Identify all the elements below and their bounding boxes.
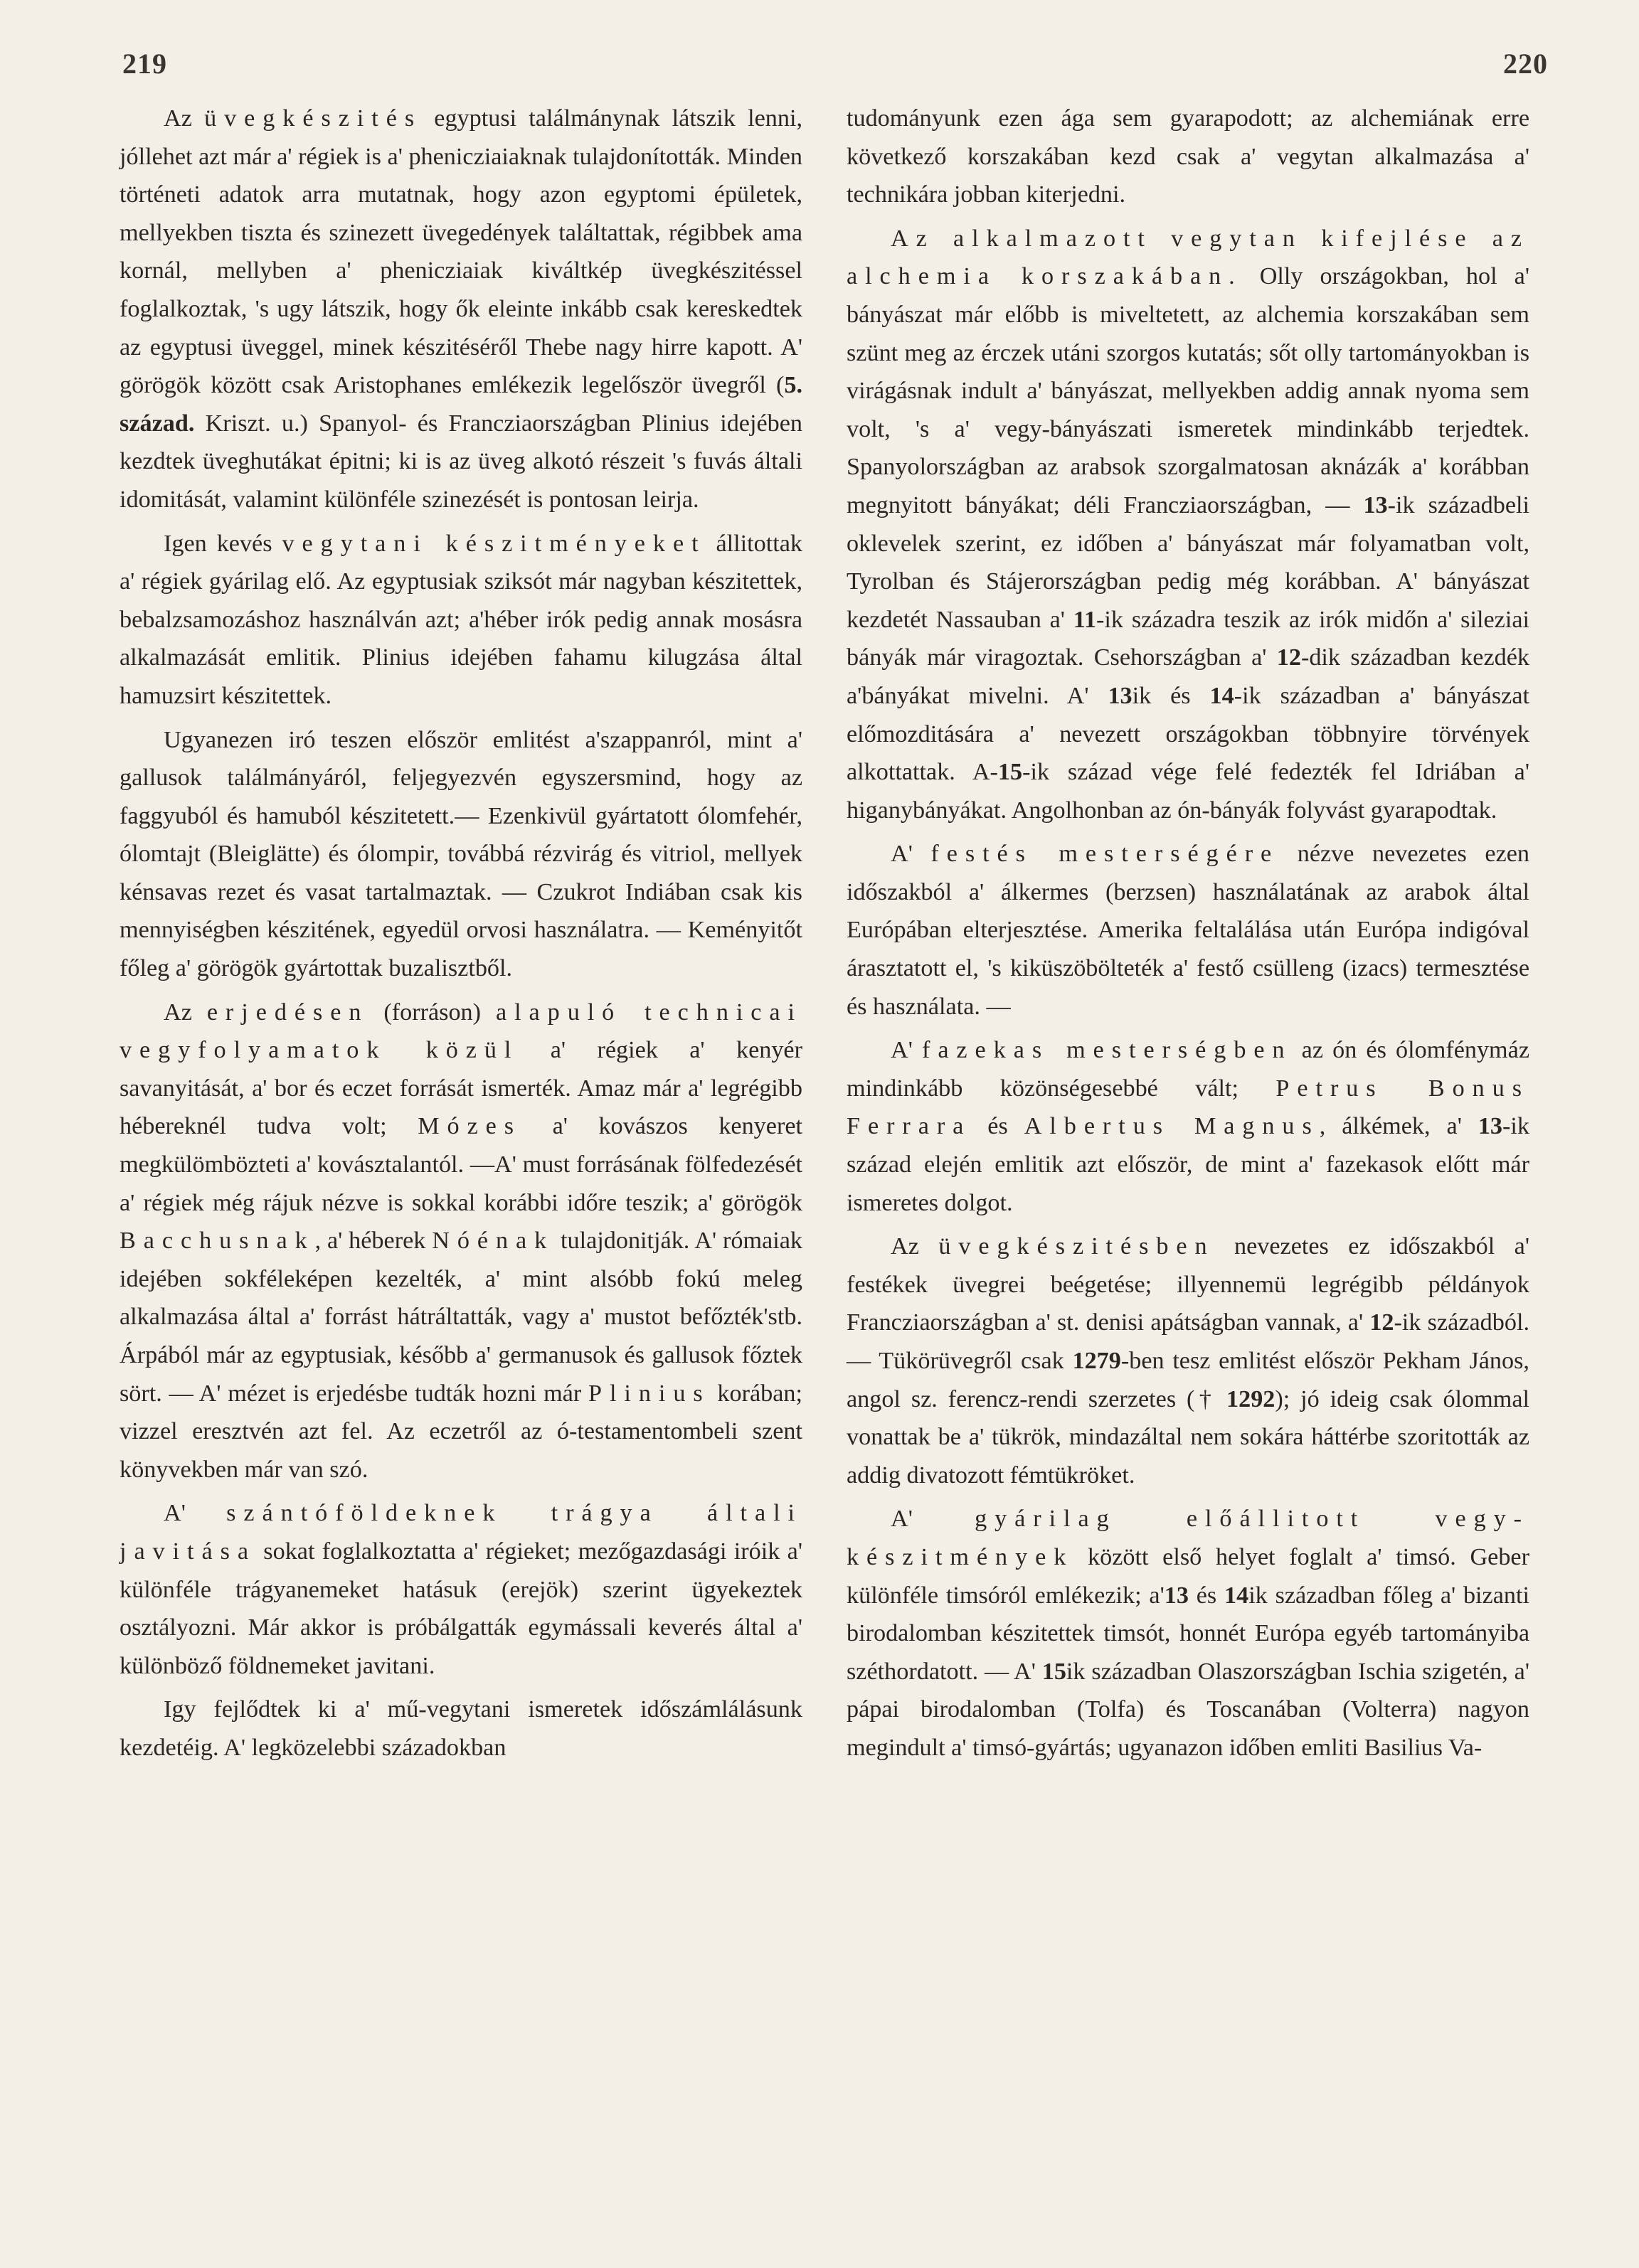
text-run: az ón és ólomfénymáz mindinkább közönségesebbé vált; — [847, 1037, 1529, 1102]
paragraph — [847, 1031, 1529, 1222]
spaced-emphasis: erjedésen — [206, 999, 369, 1026]
text-run: Igen kevés — [164, 530, 282, 557]
spaced-emphasis: üvegkészités — [204, 105, 423, 132]
paragraph — [847, 1228, 1529, 1494]
text-run: Az — [164, 999, 207, 1026]
text-run: a' kovászos kenyeret megkülömbözteti a' kovásztalantól. —A' must forrásának fölfedezését a' régiek még rájuk nézve is sokkal korábbi időre teszik; a' görögök — [120, 1113, 803, 1216]
bold-number: 15 — [997, 759, 1023, 786]
bold-number: 15 — [1041, 1658, 1066, 1685]
text-run: egyptusi találmánynak látszik lenni, jóllehet azt már a' régiek is a' phenicziaiaknak tulajdonították. Minden történeti adatok arra mutatnak, hogy azon egyptomi épületek, mellyekben tiszta és szinezett üvegedények találtattak, régibbek ama kornál, mellyben a' phenicziaiak kiváltkép üvegkészitéssel foglalkoztak, 's ugy látszik, hogy ők eleinte inkább csak kereskedtek az egyptusi üveggel, minek készitéséről Thebe nagy hirre kapott. A' görögök között csak Aristophanes emlékezik legelőször üvegről ( — [120, 105, 802, 399]
text-run: A' — [891, 1506, 975, 1533]
spaced-emphasis: Az alkalmazott vegytan kifejlése az alchemia korszakában. — [847, 225, 1529, 290]
text-run: sokat foglalkoztatta a' régieket; mezőgazdasági iróik a' különféle trágyanemeket hatásuk (erejök) szerint ügyekeztek osztályozni. Már akkor is próbálgatták egymássali keverés által a' különböző földnemeket javitani. — [120, 1538, 802, 1679]
bold-number: 12 — [1276, 644, 1301, 671]
text-run: A' — [164, 1500, 227, 1527]
text-run: ); jó ideig csak ólommal vonattak be a' tükrök, mindazáltal nem sokára háttérbe szoritották az addig divatozott fémtükröket. — [847, 1385, 1529, 1489]
text-run: -ik század elején emlitik azt először, de mint a' fazekasok előtt már ismeretes dolgot. — [847, 1113, 1529, 1216]
text-run: Igy fejlődtek ki a' mű-vegytani ismeretek időszámlálásunk kezdetéig. A' legközelebbi századokban — [120, 1696, 802, 1761]
text-run: Az — [891, 1233, 939, 1260]
text-run: -ik századbeli oklevelek szerint, ez időben a' bányászat már folyamatban volt, Tyrolban és Stájerországban pedig még korábban. A' bányászat kezdetét Nassauban a' — [847, 491, 1529, 633]
spaced-emphasis: fazekas mesterségben — [921, 1037, 1293, 1064]
left-column — [120, 100, 802, 1773]
text-run: állitottak a' régiek gyárilag elő. Az egyptusiak sziksót már nagyban készitettek, bebalzsamozáshoz használván azt; a'héber irók pedig annak mosásra alkalmazását emlitik. Plinius idejében fahamu kilugzása által hamuzsirt készitettek. — [120, 530, 803, 709]
text-run: -ik századból. — Tükörüvegről csak — [847, 1309, 1529, 1374]
bold-number: 5. század. — [120, 372, 802, 437]
paragraph — [120, 100, 802, 519]
text-run: -ben tesz emlitést először Pekham János, angol sz. ferencz-rendi szerzetes († — [847, 1348, 1529, 1412]
paragraph — [120, 525, 802, 715]
spaced-emphasis: Bacchusnak — [120, 1228, 315, 1255]
paragraph — [120, 721, 802, 988]
text-run: A' — [891, 841, 931, 868]
bold-number: 1292 — [1226, 1385, 1275, 1412]
paragraph — [120, 1691, 802, 1767]
page-number-right: 220 — [1503, 48, 1548, 80]
bold-number: 14 — [1224, 1582, 1249, 1609]
spaced-emphasis: vegytani készitményeket — [282, 530, 706, 557]
spaced-emphasis: festés mesterségére — [930, 841, 1280, 868]
text-run: nézve nevezetes ezen időszakból a' álkermes (berzsen) használatának az arabok által Európában elterjesztése. Amerika feltalálása után Európa indigóval árasztatott el, 's kiküszöbölteték a' festő csülleng (izacs) termesztése és használata. — — [847, 841, 1529, 1020]
paragraph — [120, 994, 802, 1489]
text-run: és — [1188, 1582, 1224, 1609]
spaced-emphasis: Ferrara — [847, 1113, 972, 1140]
spaced-emphasis: Plinius — [588, 1380, 711, 1407]
bold-number: 11 — [1073, 606, 1097, 633]
bold-number: 13 — [1164, 1582, 1189, 1609]
text-run: ik században főleg a' bizanti birodalomban készitettek timsót, honnét Európa egyéb tartományiba széthordatott. — A' — [847, 1582, 1529, 1685]
text-run: korában; vizzel eresztvén azt fel. Az eczetről az ó-testamentombeli szent könyvekben már van szó. — [120, 1380, 802, 1483]
text-run: tudományunk ezen ága sem gyarapodott; az alchemiának erre következő korszakában kezd csak a' vegytan alkalmazása a' technikára jobban kiterjedni. — [847, 105, 1529, 208]
right-column — [847, 100, 1529, 1773]
text-run: Az — [164, 105, 205, 132]
bold-number: 13 — [1108, 682, 1133, 709]
spaced-emphasis: szántóföldeknek trágya általi javitása — [120, 1500, 802, 1565]
bold-number: 12 — [1369, 1309, 1394, 1336]
spaced-emphasis: Petrus Bonus — [1275, 1075, 1530, 1102]
text-run: Ugyanezen iró teszen először emlitést a'szappanról, mint a' gallusok találmányáról, feljegyezvén egyszersmind, hogy az faggyuból és hamuból készitetett.— Ezenkivül gyártatott ólomfehér, ólomtajt (Bleiglätte) és ólompir, továbbá rézvirág és vitriol, mellyek kénsavas rezet és vasat tartalmaztak. — Czukrot Indiában csak kis mennyiségben készitének, egyedül orvosi használatra. — Keményitőt főleg a' görögök gyártottak buzalisztből. — [120, 726, 802, 982]
text-run: , a' héberek — [314, 1228, 433, 1255]
text-run: nevezetes ez időszakból a' festékek üvegrei beégetése; illyennemü legrégibb példányok Francziaországban a' st. denisi apátságban vannak, a' — [847, 1233, 1529, 1336]
text-run: ik és — [1132, 682, 1210, 709]
text-run: Kriszt. u.) Spanyol- és Francziaországban Plinius idejében kezdtek üveghutákat épitni; ki is az üveg alkotó részeit 's fuvás általi idomitását, valamint különféle szinezését is pontosan leirja. — [120, 410, 802, 513]
spaced-emphasis: alapuló technicai vegyfolyamatok közül — [120, 999, 802, 1064]
text-run: , álkémek, a' — [1319, 1113, 1478, 1140]
paragraph — [847, 1500, 1529, 1767]
text-run: a' régiek a' kenyér savanyitását, a' bor és eczet forrását ismerték. Amaz már a' legrégibb hébereknél tudva volt; — [120, 1037, 802, 1140]
bold-number: 1279 — [1072, 1348, 1121, 1374]
paragraph — [847, 835, 1529, 1026]
text-run: tulajdonitják. A' rómaiak idejében sokféleképen kezelték, a' mint alsóbb fokú meleg alkalmazása által a' forrást hátráltatták, vagy a' mustot befőzték'stb. Árpából már az egyptusiak, később a' germanusok és gallusok főztek sört. — A' mézet is erjedésbe tudták hozni már — [120, 1228, 802, 1407]
text-run: és — [971, 1113, 1024, 1140]
text-run: Olly országokban, hol a' bányászat már előbb is miveltetett, az alchemia korszakában sem szünt meg az érczek utáni szorgos kutatás; sőt olly tartományokban is virágásnak indult a' bányászat, mellyekben addig annak nyoma sem volt, 's a' vegy-bányászati ismeretek mindinkább terjedtek. Spanyolországban az arabsok szorgalmatosan aknázák a' korábban megnyitott bányákat; déli Francziaországban, — — [847, 263, 1530, 518]
paragraph — [847, 220, 1529, 830]
spaced-emphasis: üvegkészitésben — [938, 1233, 1215, 1260]
paragraph — [847, 100, 1529, 214]
text-run: -dik században kezdék a'bányákat mivelni. A' — [847, 644, 1529, 709]
bold-number: 14 — [1209, 682, 1234, 709]
text-run: -ik században a' bányászat előmozditására a' nevezett országokban többnyire törvények alkottattak. A- — [847, 682, 1530, 786]
text-run: -ik századra teszik az irók midőn a' sileziai bányák már viragoztak. Csehországban a' — [847, 606, 1529, 671]
spaced-emphasis: Nóénak — [432, 1228, 555, 1255]
text-run: ik században Olaszországban Ischia szigetén, a' pápai birodalomban (Tolfa) és Toscanában (Volterra) nagyon megindult a' timsó-gyártás; ugyanazon időben emliti Basilius Va- — [847, 1658, 1529, 1761]
page-number-left: 219 — [122, 48, 167, 80]
text-run: között első helyet foglalt a' timsó. Geber különféle timsóról emlékezik; a' — [847, 1543, 1529, 1609]
spaced-emphasis: Albertus Magnus — [1024, 1113, 1320, 1140]
text-run: (forráson) — [368, 999, 496, 1026]
text-run: -ik század vége felé fedezték fel Idriában a' higanybányákat. Angolhonban az ón-bányák folyvást gyarapodtak. — [847, 759, 1529, 824]
bold-number: 13 — [1478, 1113, 1503, 1140]
spaced-emphasis: gyárilag előállitott vegy-készitmények — [847, 1506, 1529, 1570]
paragraph — [120, 1494, 802, 1685]
spaced-emphasis: Mózes — [418, 1113, 522, 1140]
bold-number: 13 — [1363, 491, 1388, 518]
text-run: A' — [891, 1037, 922, 1064]
